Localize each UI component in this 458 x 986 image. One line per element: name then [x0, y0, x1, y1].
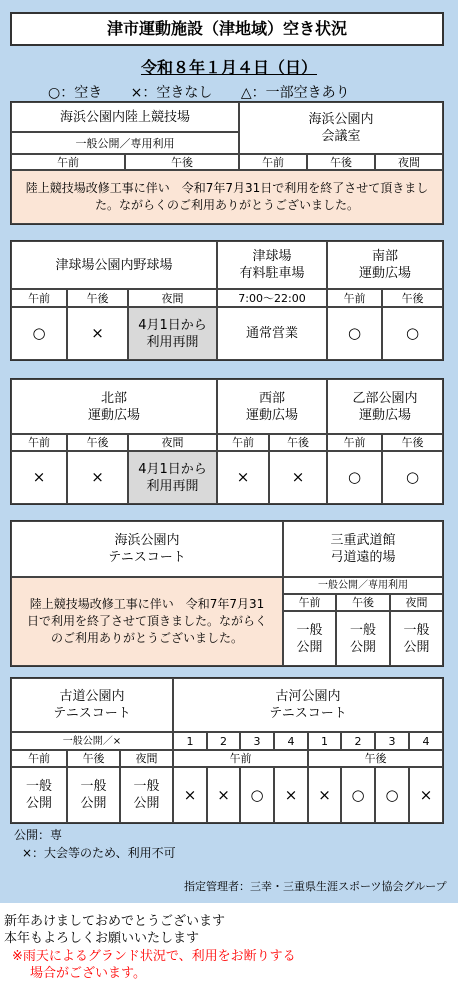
col-pm: 午後 — [269, 434, 327, 451]
status-cell: × — [173, 767, 207, 823]
status-cell: ○ — [382, 451, 443, 504]
greeting-message: 本年もよろしくお願いいたします — [4, 931, 200, 946]
col-night: 夜間 — [120, 750, 173, 767]
facility-furumichi-usage: 一般公開／× — [11, 732, 173, 750]
status-cell-reopen: 4月1日から 利用再開 — [128, 451, 217, 504]
status-cell: ○ — [341, 767, 375, 823]
facility-kaihin-meeting-room: 海浜公園内 会議室 — [239, 102, 443, 154]
facility-furukawa-tennis: 古河公園内 テニスコート — [173, 678, 443, 732]
col-pm: 午後 — [308, 750, 443, 767]
status-cell: 一般 公開 — [67, 767, 120, 823]
manager-credit: 指定管理者：三幸・三重県生涯スポーツ協会グループ — [184, 880, 447, 893]
status-cell: ○ — [327, 307, 382, 360]
legend — [48, 82, 374, 102]
court-number: 2 — [341, 732, 375, 750]
status-cell-reopen: 4月1日から 利用再開 — [128, 307, 217, 360]
col-night: 夜間 — [375, 154, 443, 170]
facility-kaihin-tennis: 海浜公園内 テニスコート — [11, 521, 283, 577]
col-pm: 午後 — [382, 289, 443, 307]
col-am: 午前 — [11, 154, 125, 170]
col-am: 午前 — [11, 289, 67, 307]
status-cell: × — [217, 451, 269, 504]
court-number: 1 — [308, 732, 341, 750]
facility-nanbu-ground: 南部 運動広場 — [327, 241, 443, 289]
status-cell: 一般 公開 — [11, 767, 67, 823]
col-pm: 午後 — [67, 434, 128, 451]
court-number: 4 — [274, 732, 308, 750]
facility-budokan-usage: 一般公開／専用利用 — [283, 577, 443, 594]
status-cell: × — [269, 451, 327, 504]
page-title: 津市運動施設（津地域）空き状況 — [10, 12, 444, 46]
facility-tsu-baseball: 津球場公園内野球場 — [11, 241, 217, 289]
new-year-message: 新年あけましておめでとうございます — [4, 914, 226, 929]
col-am: 午前 — [327, 434, 382, 451]
facility-tsu-parking: 津球場 有料駐車場 — [217, 241, 327, 289]
col-am: 午前 — [327, 289, 382, 307]
status-cell: × — [274, 767, 308, 823]
col-pm: 午後 — [67, 750, 120, 767]
court-number: 2 — [207, 732, 240, 750]
status-cell-parking: 通常営業 — [217, 307, 327, 360]
status-cell: ○ — [382, 307, 443, 360]
status-cell: ○ — [327, 451, 382, 504]
status-cell: ○ — [11, 307, 67, 360]
status-cell: × — [207, 767, 240, 823]
court-number: 1 — [173, 732, 207, 750]
legend-partial: △：一部空きあり — [240, 85, 350, 101]
col-pm: 午後 — [125, 154, 239, 170]
court-number: 3 — [375, 732, 409, 750]
col-night: 夜間 — [128, 289, 217, 307]
col-pm: 午後 — [336, 594, 390, 611]
status-cell: ○ — [375, 767, 409, 823]
status-cell: 一般 公開 — [120, 767, 173, 823]
legend-full: ×：空きなし — [130, 85, 213, 101]
facility-hokubu-ground: 北部 運動広場 — [11, 379, 217, 434]
status-cell: × — [11, 451, 67, 504]
status-cell: 一般 公開 — [283, 611, 336, 666]
facility-seibu-ground: 西部 運動広場 — [217, 379, 327, 434]
facility-budokan-archery: 三重武道館 弓道遠的場 — [283, 521, 443, 577]
col-am: 午前 — [217, 434, 269, 451]
col-am: 午前 — [173, 750, 308, 767]
col-pm: 午後 — [67, 289, 128, 307]
closure-notice: 陸上競技場改修工事に伴い 令和7年7月31日で利用を終了させて頂きました。ながらくのご利用ありがとうございました。 — [11, 170, 443, 224]
date-heading: 令和８年１月４日（日） — [140, 58, 317, 77]
col-pm: 午後 — [307, 154, 375, 170]
facility-kaihin-track-usage: 一般公開／専用利用 — [11, 132, 239, 154]
facility-furumichi-tennis: 古道公園内 テニスコート — [11, 678, 173, 732]
status-cell: 一般 公開 — [336, 611, 390, 666]
legend-available: ○：空き — [48, 85, 103, 101]
status-cell: × — [67, 307, 128, 360]
col-pm: 午後 — [382, 434, 443, 451]
col-am: 午前 — [11, 750, 67, 767]
col-night: 夜間 — [128, 434, 217, 451]
court-number: 4 — [409, 732, 443, 750]
col-night: 夜間 — [390, 594, 443, 611]
note-unavailable: ×：大会等のため、利用不可 — [22, 846, 176, 860]
col-am: 午前 — [283, 594, 336, 611]
col-hours: 7:00～22:00 — [217, 289, 327, 307]
status-cell: × — [67, 451, 128, 504]
status-cell: × — [308, 767, 341, 823]
col-am: 午前 — [239, 154, 307, 170]
status-cell: × — [409, 767, 443, 823]
closure-notice: 陸上競技場改修工事に伴い 令和7年7月31日で利用を終了させて頂きました。ながらくのご利用ありがとうございました。 — [11, 577, 283, 666]
col-am: 午前 — [11, 434, 67, 451]
facility-otobe-ground: 乙部公園内 運動広場 — [327, 379, 443, 434]
note-public: 公開：専 — [14, 828, 63, 842]
court-number: 3 — [240, 732, 274, 750]
status-cell: ○ — [240, 767, 274, 823]
facility-kaihin-track: 海浜公園内陸上競技場 — [11, 102, 239, 132]
rain-warning-cont: 場合がございます。 — [30, 966, 146, 981]
rain-warning: ※雨天によるグランド状況で、利用をお断りする — [12, 949, 296, 964]
status-cell: 一般 公開 — [390, 611, 443, 666]
